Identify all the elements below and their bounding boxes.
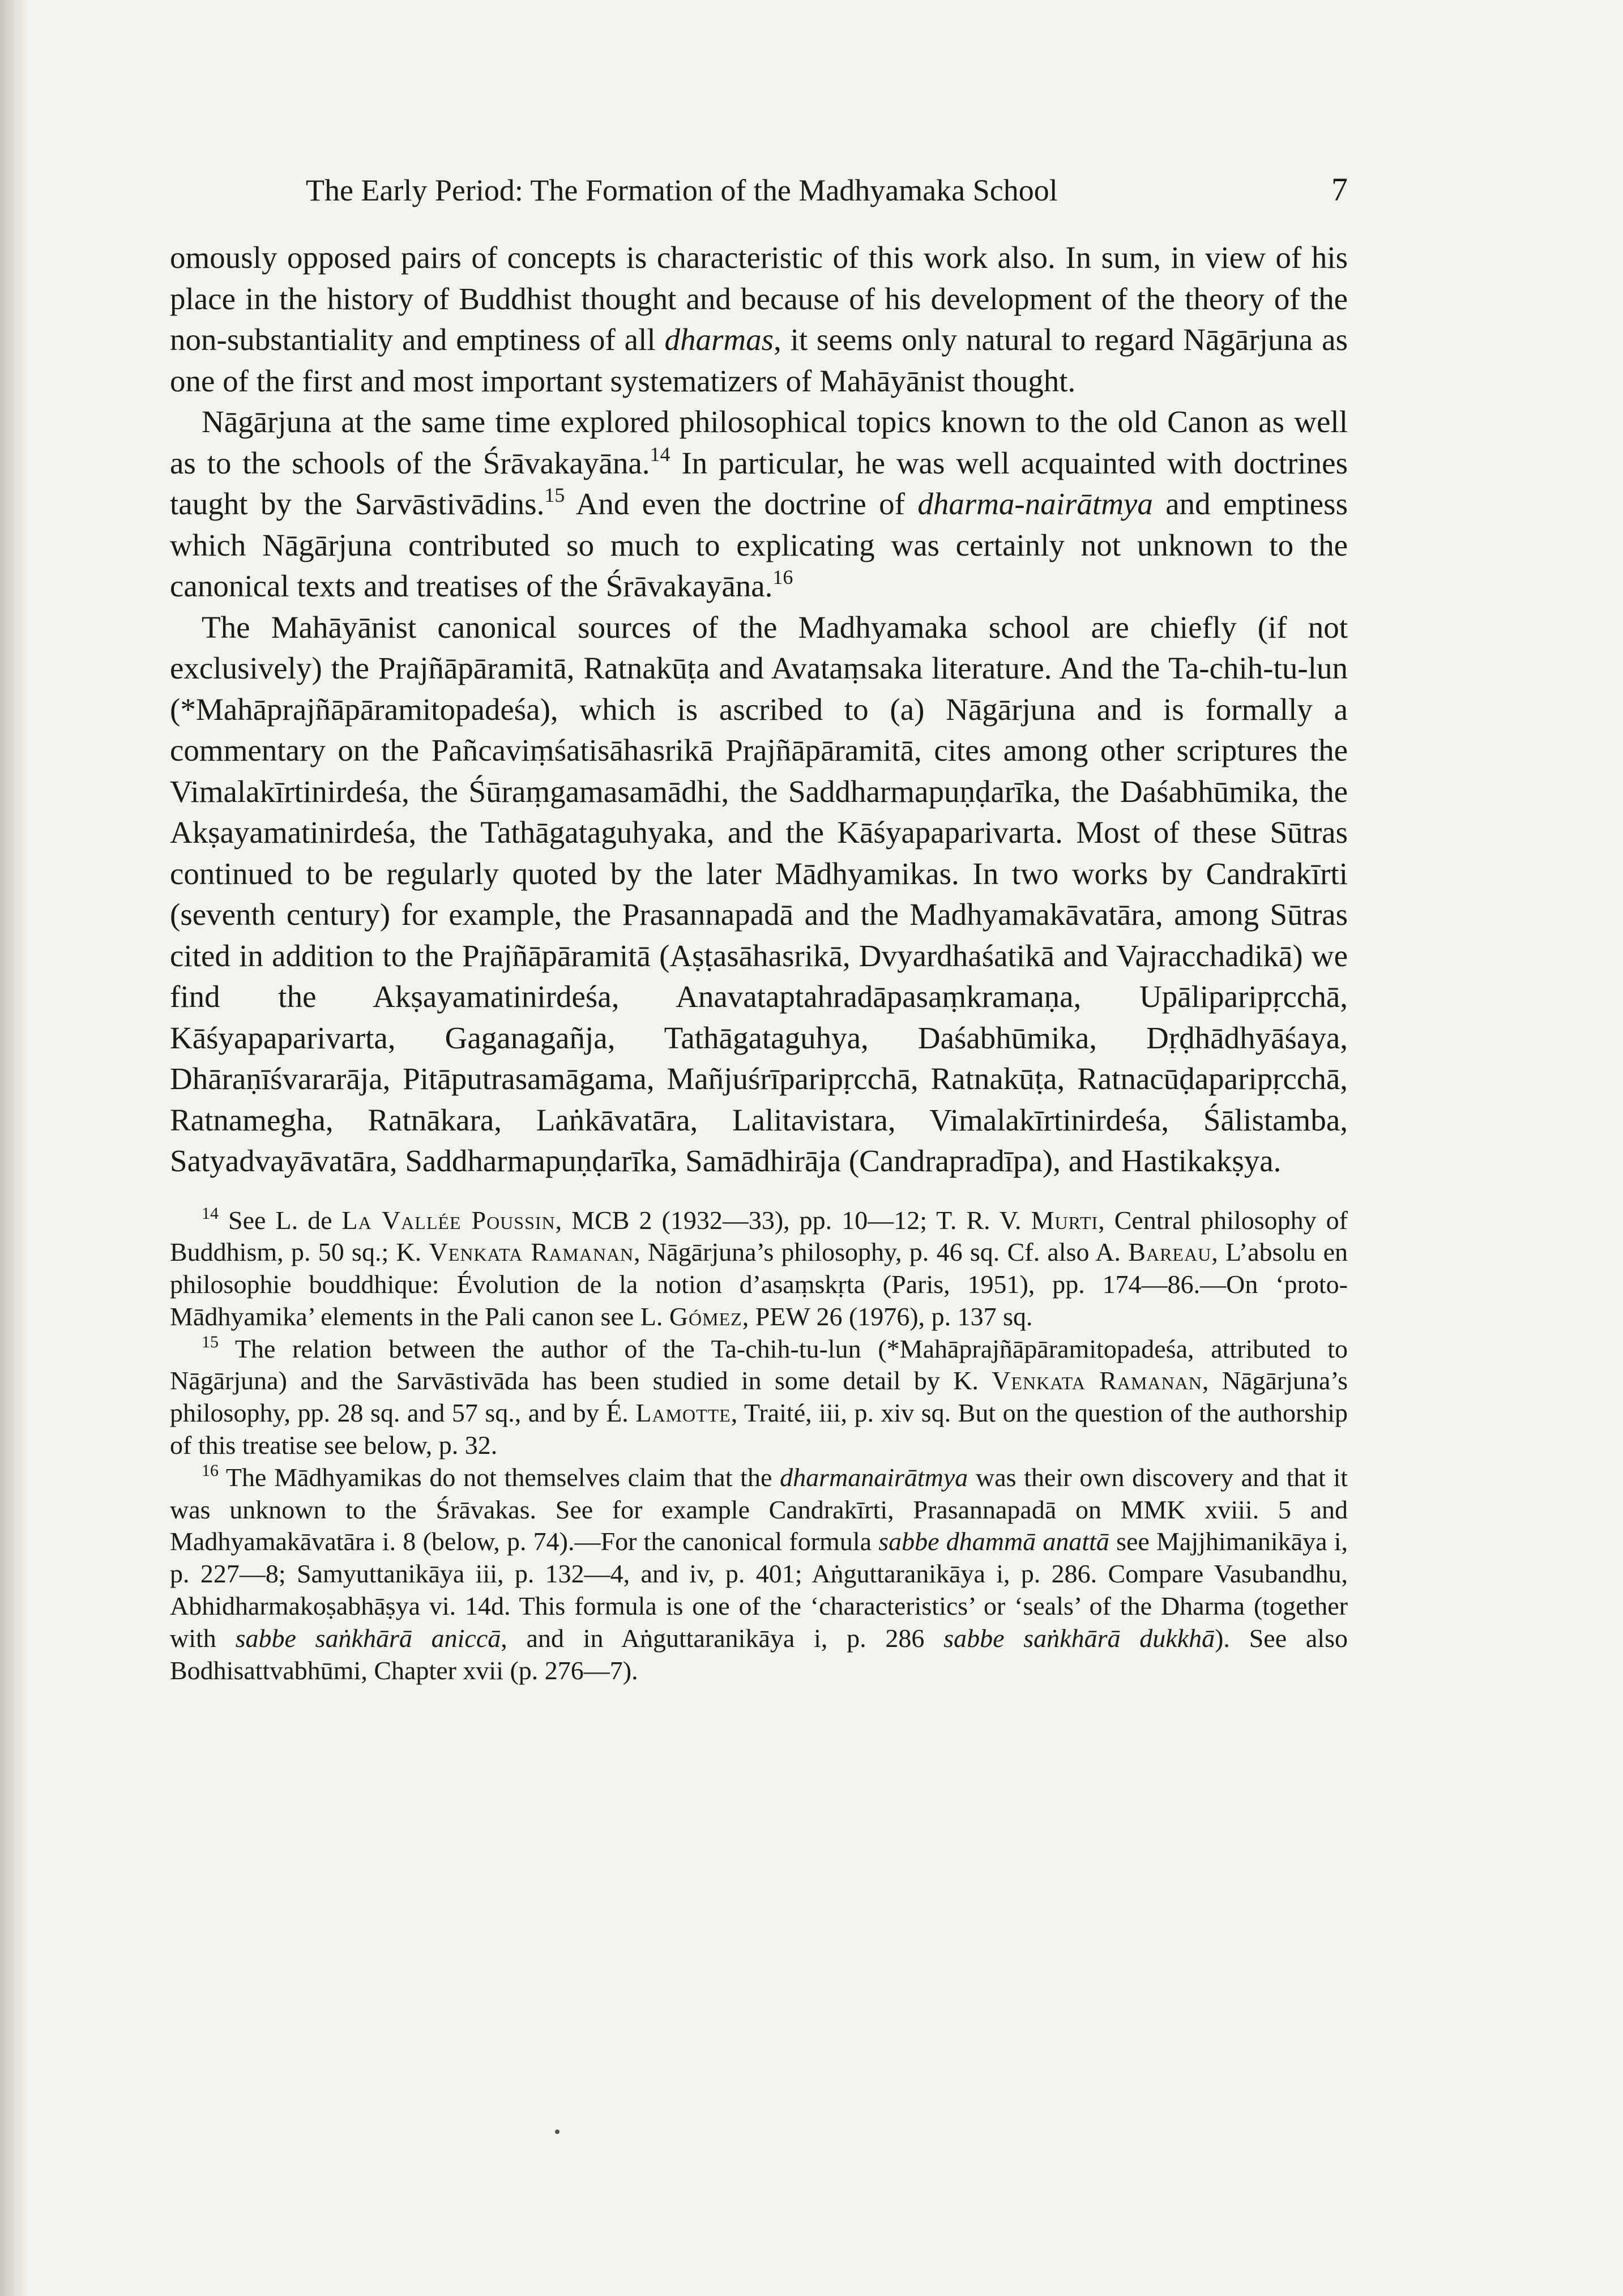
text-run: Nāgārjuna at the same time explored philosophical topics known to the old Canon as well as to the schools of the Śrāvakayāna. [170, 404, 1348, 480]
footnote-number: 16 [202, 1461, 219, 1480]
author-name: Gómez [669, 1301, 742, 1331]
text-run: , MCB 2 (1932—33), pp. 10—12; T. R. V. [555, 1205, 1031, 1235]
text-run: , Central philosophy of Buddhism, p. 50 sq.; K. [170, 1205, 1348, 1267]
footnote [170, 1462, 1348, 1687]
footnote-ref: 16 [772, 566, 793, 588]
footnote-number: 14 [202, 1204, 219, 1223]
page-number: 7 [1331, 171, 1348, 208]
running-head [170, 170, 1348, 210]
running-title: The Early Period: The Formation of the Madhyamaka School [306, 173, 1058, 207]
paragraph [170, 237, 1348, 402]
author-name: La Vallée Poussin [341, 1205, 556, 1235]
book-page [170, 170, 1348, 1687]
text-run: , L’absolu en philosophie bouddhique: Évolution de la notion d’asaṃskṛta (Paris, 1951), pp. 174—86.—On ‘proto-Mādhyamika’ elements in the Pali canon see L. [170, 1237, 1348, 1331]
footnotes [170, 1205, 1348, 1687]
footnote-ref: 14 [650, 442, 670, 466]
author-name: Lamotte [635, 1398, 731, 1428]
text-run: omously opposed pairs of concepts is characteristic of this work also. In sum, in view of his place in the history of Buddhist thought and because of his development of the theory of the non-substantiality and emptiness of all [170, 240, 1348, 357]
italic-term: dharma-nairātmya [917, 486, 1153, 521]
text-run: , Traité, iii, p. xiv sq. But on the question of the authorship of this treatise see below, p. 32. [170, 1398, 1348, 1460]
text-run: The Mādhyamikas do not themselves claim that the [219, 1462, 780, 1492]
stray-ink-mark [555, 2129, 559, 2134]
text-run: See L. de [219, 1205, 342, 1235]
text-run: , it seems only natural to regard Nāgārjuna as one of the first and most important systematizers of Mahāyānist thought. [170, 322, 1348, 398]
text-run: see Majjhimanikāya i, p. 227—8; Samyuttanikāya iii, p. 132—4, and iv, p. 401; Aṅguttaranikāya i, p. 286. Compare Vasubandhu, Abhidharmakoṣabhāṣya vi. 14d. This formula is one of the ‘characteristics’ or ‘seals’ of the Dharma (together with [170, 1527, 1348, 1653]
text-run: , Nāgārjuna’s philosophy, p. 46 sq. Cf. also A. [634, 1237, 1129, 1267]
main-text [170, 237, 1348, 1182]
footnote-number: 15 [202, 1332, 219, 1351]
footnote [170, 1205, 1348, 1333]
text-run: The relation between the author of the Ta-chih-tu-lun (*Mahāprajñāpāramitopadeśa, attributed to Nāgārjuna) and the Sarvāstivāda has been studied in some detail by K. [170, 1334, 1348, 1395]
author-name: Murti [1031, 1205, 1099, 1235]
footnote-ref: 15 [544, 484, 565, 506]
text-run: And even the doctrine of [565, 486, 918, 521]
italic-term: sabbe dhammā anattā [878, 1527, 1109, 1556]
author-name: Venkata Ramanan [429, 1237, 634, 1267]
footnote [170, 1333, 1348, 1462]
text-run: , and in Aṅguttaranikāya i, p. 286 [501, 1623, 944, 1653]
author-name: Venkata Ramanan [992, 1366, 1202, 1395]
author-name: Bareau [1128, 1237, 1212, 1267]
text-run: ). See also Bodhisattvabhūmi, Chapter xvii (p. 276—7). [170, 1623, 1348, 1685]
italic-term: sabbe saṅkhārā dukkhā [943, 1623, 1215, 1653]
text-run: In particular, he was well acquainted with doctrines taught by the Sarvāstivādins. [170, 445, 1348, 521]
paragraph [170, 402, 1348, 607]
italic-term: sabbe saṅkhārā aniccā [235, 1623, 501, 1653]
italic-term: dharmanairātmya [780, 1462, 968, 1492]
italic-term: dharmas [664, 322, 774, 357]
text-run: , PEW 26 (1976), p. 137 sq. [742, 1301, 1033, 1331]
text-run: and emptiness which Nāgārjuna contributed so much to explicating was certainly not unknown to the canonical texts and treatises of the Śrāvakayāna. [170, 486, 1348, 603]
text-run: , Nāgārjuna’s philosophy, pp. 28 sq. and 57 sq., and by É. [170, 1366, 1348, 1428]
text-run: was their own discovery and that it was unknown to the Śrāvakas. See for example Candrakīrti, Prasannapadā on MMK xviii. 5 and Madhyamakāvatāra i. 8 (below, p. 74).—For the canonical formula [170, 1462, 1348, 1556]
paragraph: The Mahāyānist canonical sources of the Madhyamaka school are chiefly (if not exclusively) the Prajñāpāramitā, Ratnakūṭa and Avataṃsaka literature. And the Ta-chih-tu-lun (*Mahāprajñāpāramitopadeśa), which is ascribed to (a) Nāgārjuna and is formally a commentary on the Pañcaviṃśatisāhasrikā Prajñāpāramitā, cites among other scriptures the Vimalakīrtinirdeśa, the Śūraṃgamasamādhi, the Saddharmapuṇḍarīka, the Daśabhūmika, the Akṣayamatinirdeśa, the Tathāgataguhyaka, and the Kāśyapaparivarta. Most of these Sūtras continued to be regularly quoted by the later Mādhyamikas. In two works by Candrakīrti (seventh century) for example, the Prasannapadā and the Madhyamakāvatāra, among Sūtras cited in addition to the Prajñāpāramitā (Aṣṭasāhasrikā, Dvyardhaśatikā and Vajracchadikā) we find the Akṣayamatinirdeśa, Anavataptahradāpasaṃkramaṇa, Upāliparipṛcchā, Kāśyapaparivarta, Gaganagañja, Tathāgataguhya, Daśabhūmika, Dṛḍhādhyāśaya, Dhāraṇīśvararāja, Pitāputrasamāgama, Mañjuśrīparipṛcchā, Ratnakūṭa, Ratnacūḍaparipṛcchā, Ratnamegha, Ratnākara, Laṅkāvatāra, Lalitavistara, Vimalakīrtinirdeśa, Śālistamba, Satyadvayāvatāra, Saddharmapuṇḍarīka, Samādhirāja (Candrapradīpa), and Hastikakṣya. [170, 609, 1348, 1178]
scan-page-edge [0, 0, 27, 2296]
